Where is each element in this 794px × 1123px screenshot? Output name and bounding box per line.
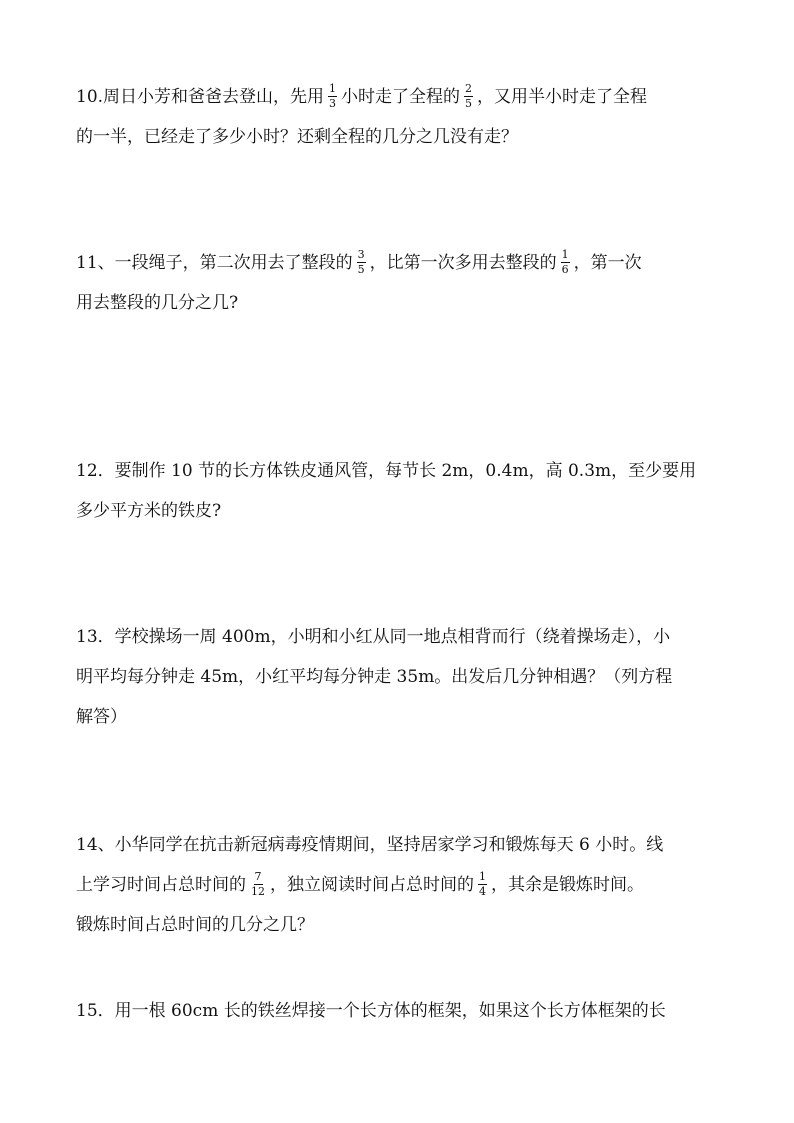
problem-14-text-3: ，独立阅读时间占总时间的 [270, 875, 474, 895]
fraction-two-fifths: $\frac{2}{5}$ [465, 82, 473, 110]
problem-12 [76, 451, 722, 531]
problem-13-line-2: 明平均每分钟走 45m，小红平均每分钟走 35m。出发后几分钟相遇？（列方程 [76, 667, 673, 687]
problem-11-text-3: ，第一次 [573, 253, 642, 273]
problem-14-text-2: 上学习时间占总时间的 [76, 875, 246, 895]
problem-10-text-1: 10.周日小芳和爸爸去登山，先用 [76, 87, 325, 107]
problem-11-line-1 [76, 243, 722, 283]
problem-14 [76, 825, 722, 945]
problem-12-line-1: 12．要制作 10 节的长方体铁皮通风管，每节长 2m，0.4m，高 0.3m，至少要用 [76, 461, 697, 481]
problem-10-text-3: ，又用半小时走了全程 [477, 87, 648, 107]
problem-11-text-1: 11、一段绳子，第二次用去了整段的 [76, 253, 353, 273]
problem-11-line-2: 用去整段的几分之几? [76, 293, 239, 313]
problem-14-line-2 [76, 865, 722, 905]
fraction-seven-twelfths: $\frac{7}{12}$ [251, 870, 265, 898]
problem-11 [76, 243, 722, 323]
problem-10-line-2: 的一半，已经走了多少小时？还剩全程的几分之几没有走？ [76, 127, 518, 147]
fraction-one-sixth: $\frac{1}{6}$ [561, 248, 569, 276]
problem-13 [76, 617, 722, 737]
problem-12-line-2: 多少平方米的铁皮? [76, 501, 222, 521]
problem-15 [76, 991, 722, 1031]
problem-13-line-3: 解答） [76, 707, 127, 727]
problem-10-line-1 [76, 77, 722, 117]
problem-10 [76, 77, 722, 157]
problem-14-line-1: 14、小华同学在抗击新冠病毒疫情期间，坚持居家学习和锻炼每天 6 小时。线 [76, 835, 664, 855]
problem-14-text-4: ，其余是锻炼时间。 [491, 875, 644, 895]
fraction-one-fourth: $\frac{1}{4}$ [479, 870, 486, 898]
problem-11-text-2: ，比第一次多用去整段的 [369, 253, 557, 273]
problem-15-line-1: 15．用一根 60cm 长的铁丝焊接一个长方体的框架，如果这个长方体框架的长 [76, 1001, 666, 1021]
problem-13-line-1: 13．学校操场一周 400m，小明和小红从同一地点相背而行（绕着操场走），小 [76, 627, 671, 647]
fraction-one-third: $\frac{1}{3}$ [329, 82, 337, 110]
fraction-three-fifths: $\frac{3}{5}$ [357, 248, 365, 276]
problem-10-text-2: 小时走了全程的 [341, 87, 461, 107]
problem-14-line-3: 锻炼时间占总时间的几分之几？ [76, 915, 314, 935]
